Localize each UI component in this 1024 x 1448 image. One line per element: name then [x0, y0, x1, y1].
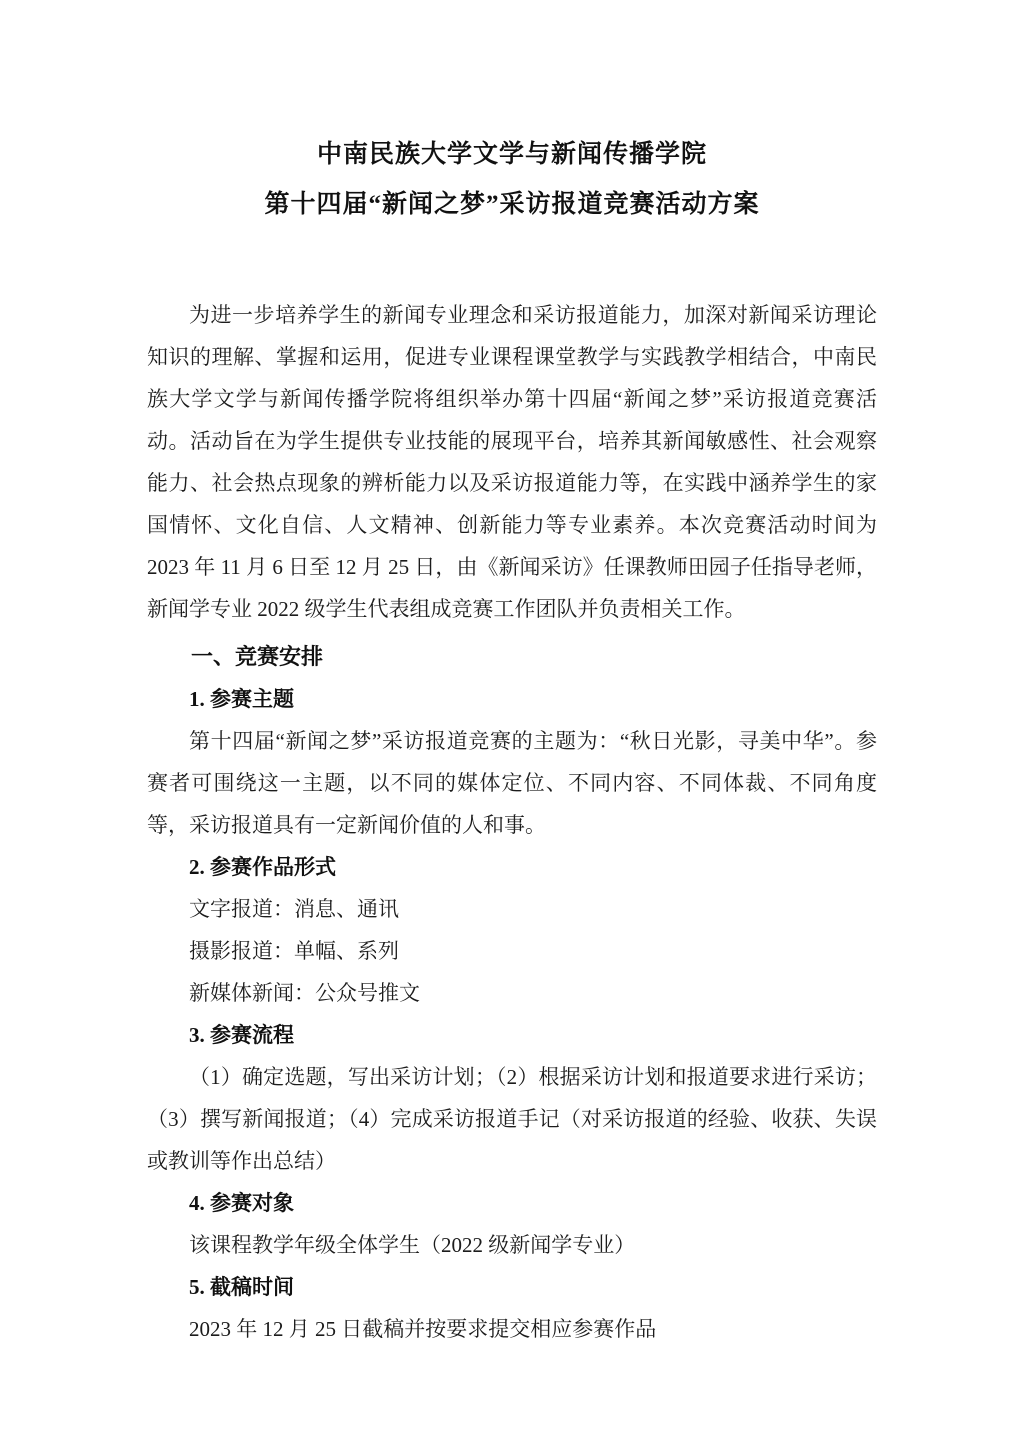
participants-paragraph: 该课程教学年级全体学生（2022 级新闻学专业） [189, 1233, 636, 1257]
subsection-heading-deadline: 5. 截稿时间 [189, 1275, 294, 1299]
subsection-heading-theme: 1. 参赛主题 [189, 687, 294, 711]
format-item-new-media: 新媒体新闻：公众号推文 [189, 981, 420, 1005]
doc-title-line2: 第十四届“新闻之梦”采访报道竞赛活动方案 [264, 191, 760, 218]
theme-paragraph: 第十四届“新闻之梦”采访报道竞赛的主题为：“秋日光影，寻美中华”。参赛者可围绕这一主题，以不同的媒体定位、不同内容、不同体裁、不同角度等，采访报道具有一定新闻价值的人和事。 [147, 729, 877, 837]
format-item-text-report: 文字报道：消息、通讯 [189, 897, 399, 921]
process-paragraph: （1）确定选题，写出采访计划；（2）根据采访计划和报道要求进行采访；（3）撰写新闻报道；（4）完成采访报道手记（对采访报道的经验、收获、失误或教训等作出总结） [147, 1065, 877, 1173]
format-item-photo-report: 摄影报道：单幅、系列 [189, 939, 399, 963]
section-heading-competition-arrangement: 一、竞赛安排 [191, 644, 324, 669]
subsection-heading-participants: 4. 参赛对象 [189, 1191, 294, 1215]
doc-title-line1: 中南民族大学文学与新闻传播学院 [316, 141, 707, 168]
subsection-heading-entry-formats: 2. 参赛作品形式 [189, 855, 336, 879]
intro-paragraph: 为进一步培养学生的新闻专业理念和采访报道能力，加深对新闻采访理论知识的理解、掌握和运用，促进专业课程课堂教学与实践教学相结合，中南民族大学文学与新闻传播学院将组织举办第十四届“新闻之梦”采访报道竞赛活动。活动旨在为学生提供专业技能的展现平台，培养其新闻敏感性、社会观察能力、社会热点现象的辨析能力以及采访报道能力等，在实践中涵养学生的家国情怀、文化自信、人文精神、创新能力等专业素养。本次竞赛活动时间为 2023 年 11 月 6 日至 12 月 25 日，由《新闻采访》任课教师田园子任指导老师，新闻学专业 2022 级学生代表组成竞赛工作团队并负责相关工作。 [147, 303, 877, 621]
deadline-paragraph: 2023 年 12 月 25 日截稿并按要求提交相应参赛作品 [189, 1317, 657, 1341]
subsection-heading-process: 3. 参赛流程 [189, 1023, 294, 1047]
